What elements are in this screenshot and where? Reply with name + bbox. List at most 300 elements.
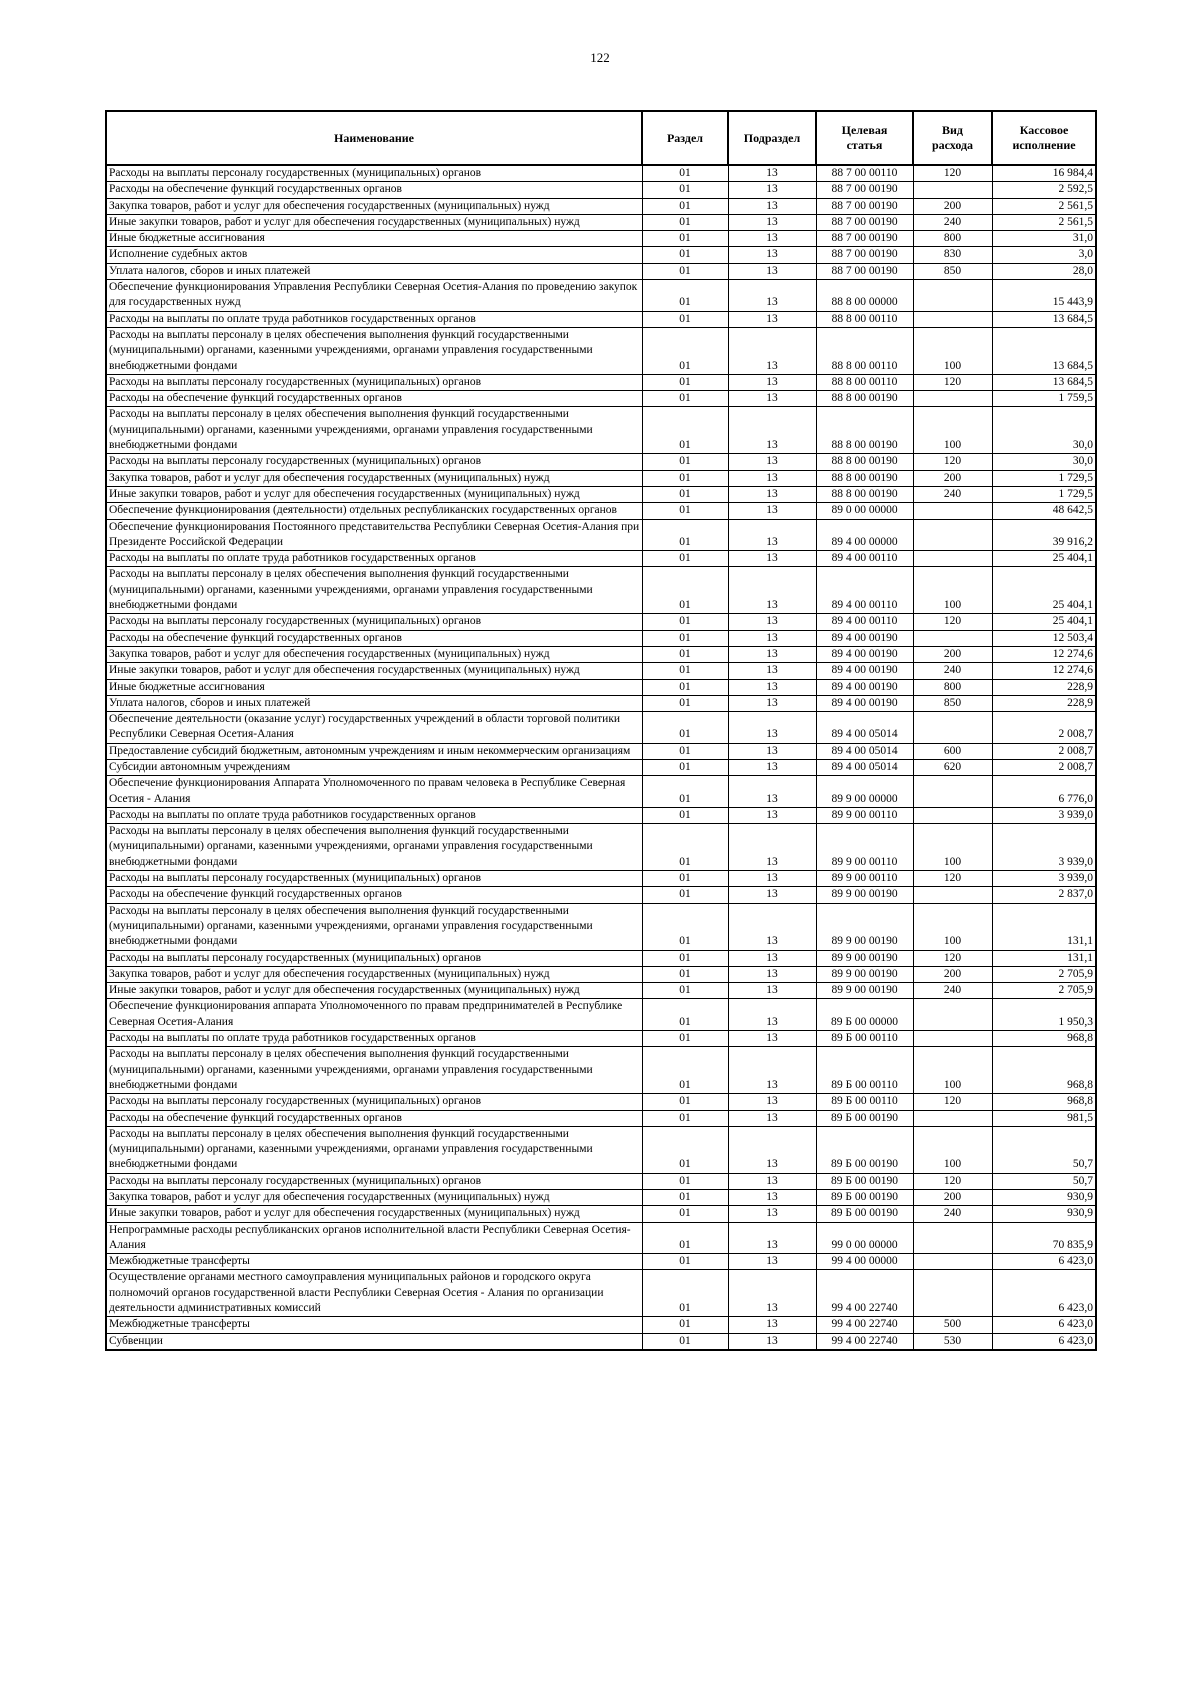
cell-section: 01 xyxy=(642,695,728,711)
cell-name: Закупка товаров, работ и услуг для обеспечения государственных (муниципальных) нужд xyxy=(106,966,642,982)
cell-subsection: 13 xyxy=(728,165,816,182)
table-row xyxy=(106,695,1096,711)
cell-amount: 1 950,3 xyxy=(992,999,1096,1031)
cell-amount: 131,1 xyxy=(992,903,1096,950)
cell-section: 01 xyxy=(642,519,728,551)
cell-name: Уплата налогов, сборов и иных платежей xyxy=(106,695,642,711)
cell-subsection: 13 xyxy=(728,712,816,744)
cell-type xyxy=(913,1254,992,1270)
cell-subsection: 13 xyxy=(728,1031,816,1047)
cell-amount: 6 776,0 xyxy=(992,776,1096,808)
cell-section: 01 xyxy=(642,679,728,695)
table-row xyxy=(106,679,1096,695)
table-row xyxy=(106,1094,1096,1110)
table-row xyxy=(106,1206,1096,1222)
table-row xyxy=(106,646,1096,662)
cell-target: 89 4 00 00190 xyxy=(816,630,913,646)
cell-type xyxy=(913,519,992,551)
cell-section: 01 xyxy=(642,311,728,327)
cell-type: 240 xyxy=(913,663,992,679)
cell-type: 240 xyxy=(913,214,992,230)
cell-subsection: 13 xyxy=(728,966,816,982)
cell-subsection: 13 xyxy=(728,214,816,230)
cell-type: 200 xyxy=(913,198,992,214)
cell-type xyxy=(913,776,992,808)
cell-name: Расходы на выплаты по оплате труда работников государственных органов xyxy=(106,311,642,327)
header-expense-type xyxy=(913,111,992,165)
table-row xyxy=(106,712,1096,744)
cell-name: Расходы на выплаты по оплате труда работников государственных органов xyxy=(106,807,642,823)
cell-subsection: 13 xyxy=(728,1254,816,1270)
cell-target: 88 8 00 00190 xyxy=(816,407,913,454)
cell-subsection: 13 xyxy=(728,486,816,502)
cell-name: Закупка товаров, работ и услуг для обеспечения государственных (муниципальных) нужд xyxy=(106,198,642,214)
cell-subsection: 13 xyxy=(728,1317,816,1333)
cell-subsection: 13 xyxy=(728,1190,816,1206)
cell-name: Расходы на обеспечение функций государственных органов xyxy=(106,630,642,646)
cell-subsection: 13 xyxy=(728,374,816,390)
cell-subsection: 13 xyxy=(728,695,816,711)
cell-subsection: 13 xyxy=(728,1270,816,1317)
cell-subsection: 13 xyxy=(728,807,816,823)
cell-amount: 48 642,5 xyxy=(992,503,1096,519)
table-row xyxy=(106,630,1096,646)
cell-target: 89 9 00 00190 xyxy=(816,950,913,966)
table-body xyxy=(106,165,1096,1350)
cell-amount: 1 759,5 xyxy=(992,391,1096,407)
cell-type: 600 xyxy=(913,743,992,759)
cell-type: 120 xyxy=(913,871,992,887)
cell-section: 01 xyxy=(642,454,728,470)
table-row xyxy=(106,391,1096,407)
cell-name: Иные бюджетные ассигнования xyxy=(106,679,642,695)
cell-target: 89 4 00 00190 xyxy=(816,679,913,695)
cell-target: 88 8 00 00190 xyxy=(816,454,913,470)
cell-subsection: 13 xyxy=(728,551,816,567)
cell-subsection: 13 xyxy=(728,470,816,486)
cell-subsection: 13 xyxy=(728,198,816,214)
table-row xyxy=(106,1126,1096,1173)
cell-subsection: 13 xyxy=(728,646,816,662)
cell-type: 240 xyxy=(913,1206,992,1222)
header-exec-line2: исполнение xyxy=(1012,138,1076,152)
table-row xyxy=(106,759,1096,775)
cell-target: 89 4 00 00190 xyxy=(816,646,913,662)
table-row xyxy=(106,182,1096,198)
cell-amount: 3,0 xyxy=(992,247,1096,263)
cell-section: 01 xyxy=(642,1206,728,1222)
header-section: Раздел xyxy=(642,111,728,165)
cell-section: 01 xyxy=(642,486,728,502)
cell-type xyxy=(913,391,992,407)
cell-amount: 30,0 xyxy=(992,454,1096,470)
cell-amount: 15 443,9 xyxy=(992,280,1096,312)
cell-target: 89 Б 00 00190 xyxy=(816,1110,913,1126)
table-row xyxy=(106,807,1096,823)
cell-section: 01 xyxy=(642,999,728,1031)
cell-section: 01 xyxy=(642,1254,728,1270)
cell-target: 88 8 00 00110 xyxy=(816,311,913,327)
cell-name: Обеспечение деятельности (оказание услуг) государственных учреждений в области торговой политики Республики Северная Осетия-Алания xyxy=(106,712,642,744)
cell-type: 240 xyxy=(913,486,992,502)
cell-amount: 2 705,9 xyxy=(992,966,1096,982)
cell-name: Расходы на выплаты персоналу государственных (муниципальных) органов xyxy=(106,454,642,470)
cell-name: Расходы на выплаты персоналу в целях обеспечения выполнения функций государственными (муниципальными) органами, казенными учреждениями, органами управления государственными внебюджетными фондами xyxy=(106,407,642,454)
cell-name: Расходы на выплаты персоналу государственных (муниципальных) органов xyxy=(106,1094,642,1110)
cell-name: Расходы на обеспечение функций государственных органов xyxy=(106,391,642,407)
cell-subsection: 13 xyxy=(728,614,816,630)
cell-subsection: 13 xyxy=(728,743,816,759)
cell-target: 89 4 00 00110 xyxy=(816,614,913,630)
cell-subsection: 13 xyxy=(728,1126,816,1173)
cell-subsection: 13 xyxy=(728,280,816,312)
cell-section: 01 xyxy=(642,1317,728,1333)
table-row xyxy=(106,887,1096,903)
table-row xyxy=(106,567,1096,614)
table-row xyxy=(106,486,1096,502)
cell-target: 88 8 00 00190 xyxy=(816,470,913,486)
cell-type xyxy=(913,630,992,646)
cell-name: Расходы на выплаты персоналу в целях обеспечения выполнения функций государственными (муниципальными) органами, казенными учреждениями, органами управления государственными внебюджетными фондами xyxy=(106,903,642,950)
cell-target: 89 4 00 00110 xyxy=(816,567,913,614)
cell-amount: 2 592,5 xyxy=(992,182,1096,198)
cell-subsection: 13 xyxy=(728,1222,816,1254)
cell-section: 01 xyxy=(642,247,728,263)
cell-section: 01 xyxy=(642,1270,728,1317)
cell-subsection: 13 xyxy=(728,503,816,519)
cell-amount: 6 423,0 xyxy=(992,1270,1096,1317)
cell-type xyxy=(913,1270,992,1317)
table-row xyxy=(106,1190,1096,1206)
cell-type xyxy=(913,807,992,823)
cell-target: 89 9 00 00190 xyxy=(816,887,913,903)
cell-subsection: 13 xyxy=(728,824,816,871)
cell-type: 500 xyxy=(913,1317,992,1333)
table-row xyxy=(106,1254,1096,1270)
cell-target: 89 Б 00 00190 xyxy=(816,1190,913,1206)
cell-section: 01 xyxy=(642,1126,728,1173)
cell-name: Расходы на обеспечение функций государственных органов xyxy=(106,887,642,903)
cell-name: Расходы на выплаты персоналу в целях обеспечения выполнения функций государственными (муниципальными) органами, казенными учреждениями, органами управления государственными внебюджетными фондами xyxy=(106,824,642,871)
header-target-line1: Целевая xyxy=(841,123,888,137)
cell-type xyxy=(913,182,992,198)
table-row xyxy=(106,1047,1096,1094)
cell-target: 88 7 00 00190 xyxy=(816,263,913,279)
cell-name: Расходы на обеспечение функций государственных органов xyxy=(106,182,642,198)
cell-target: 89 Б 00 00000 xyxy=(816,999,913,1031)
cell-section: 01 xyxy=(642,165,728,182)
cell-name: Иные бюджетные ассигнования xyxy=(106,231,642,247)
cell-name: Расходы на выплаты персоналу государственных (муниципальных) органов xyxy=(106,614,642,630)
cell-section: 01 xyxy=(642,407,728,454)
cell-name: Расходы на выплаты по оплате труда работников государственных органов xyxy=(106,551,642,567)
cell-type: 200 xyxy=(913,1190,992,1206)
cell-name: Расходы на выплаты персоналу государственных (муниципальных) органов xyxy=(106,1173,642,1189)
cell-amount: 30,0 xyxy=(992,407,1096,454)
cell-subsection: 13 xyxy=(728,950,816,966)
cell-target: 89 9 00 00190 xyxy=(816,903,913,950)
cell-target: 89 0 00 00000 xyxy=(816,503,913,519)
cell-amount: 25 404,1 xyxy=(992,551,1096,567)
cell-name: Расходы на выплаты персоналу в целях обеспечения выполнения функций государственными (муниципальными) органами, казенными учреждениями, органами управления государственными внебюджетными фондами xyxy=(106,567,642,614)
cell-type: 800 xyxy=(913,679,992,695)
table-row xyxy=(106,263,1096,279)
cell-amount: 930,9 xyxy=(992,1206,1096,1222)
cell-subsection: 13 xyxy=(728,903,816,950)
cell-amount: 50,7 xyxy=(992,1126,1096,1173)
cell-target: 89 Б 00 00190 xyxy=(816,1126,913,1173)
cell-subsection: 13 xyxy=(728,407,816,454)
cell-amount: 228,9 xyxy=(992,695,1096,711)
cell-amount: 50,7 xyxy=(992,1173,1096,1189)
table-row xyxy=(106,871,1096,887)
cell-section: 01 xyxy=(642,280,728,312)
cell-subsection: 13 xyxy=(728,663,816,679)
cell-type: 100 xyxy=(913,407,992,454)
cell-target: 88 7 00 00190 xyxy=(816,247,913,263)
cell-name: Непрограммные расходы республиканских органов исполнительной власти Республики Северная Осетия-Алания xyxy=(106,1222,642,1254)
cell-target: 89 4 00 05014 xyxy=(816,712,913,744)
table-row xyxy=(106,198,1096,214)
header-type-line1: Вид xyxy=(942,123,963,137)
table-header-row xyxy=(106,111,1096,165)
cell-type xyxy=(913,999,992,1031)
table-row xyxy=(106,999,1096,1031)
table-row xyxy=(106,165,1096,182)
cell-amount: 2 008,7 xyxy=(992,743,1096,759)
cell-section: 01 xyxy=(642,1110,728,1126)
cell-amount: 16 984,4 xyxy=(992,165,1096,182)
cell-subsection: 13 xyxy=(728,247,816,263)
table-row xyxy=(106,551,1096,567)
cell-name: Межбюджетные трансферты xyxy=(106,1254,642,1270)
cell-amount: 12 274,6 xyxy=(992,663,1096,679)
table-row xyxy=(106,743,1096,759)
table-row xyxy=(106,663,1096,679)
cell-target: 99 4 00 00000 xyxy=(816,1254,913,1270)
cell-amount: 3 939,0 xyxy=(992,824,1096,871)
cell-subsection: 13 xyxy=(728,454,816,470)
cell-subsection: 13 xyxy=(728,679,816,695)
cell-section: 01 xyxy=(642,391,728,407)
cell-type: 120 xyxy=(913,454,992,470)
cell-section: 01 xyxy=(642,551,728,567)
cell-amount: 2 837,0 xyxy=(992,887,1096,903)
cell-section: 01 xyxy=(642,759,728,775)
cell-section: 01 xyxy=(642,614,728,630)
cell-target: 88 8 00 00190 xyxy=(816,391,913,407)
cell-amount: 31,0 xyxy=(992,231,1096,247)
cell-name: Исполнение судебных актов xyxy=(106,247,642,263)
cell-target: 99 4 00 22740 xyxy=(816,1333,913,1350)
cell-amount: 968,8 xyxy=(992,1094,1096,1110)
cell-section: 01 xyxy=(642,263,728,279)
cell-subsection: 13 xyxy=(728,327,816,374)
cell-section: 01 xyxy=(642,983,728,999)
cell-section: 01 xyxy=(642,871,728,887)
cell-type: 200 xyxy=(913,646,992,662)
cell-type: 120 xyxy=(913,950,992,966)
cell-target: 89 4 00 00190 xyxy=(816,663,913,679)
table-row xyxy=(106,280,1096,312)
cell-target: 88 8 00 00000 xyxy=(816,280,913,312)
cell-target: 99 4 00 22740 xyxy=(816,1317,913,1333)
cell-name: Иные закупки товаров, работ и услуг для обеспечения государственных (муниципальных) нужд xyxy=(106,983,642,999)
cell-subsection: 13 xyxy=(728,759,816,775)
cell-name: Расходы на выплаты персоналу государственных (муниципальных) органов xyxy=(106,871,642,887)
cell-section: 01 xyxy=(642,1222,728,1254)
cell-target: 89 4 00 05014 xyxy=(816,743,913,759)
cell-name: Иные закупки товаров, работ и услуг для обеспечения государственных (муниципальных) нужд xyxy=(106,1206,642,1222)
cell-name: Расходы на выплаты по оплате труда работников государственных органов xyxy=(106,1031,642,1047)
cell-type xyxy=(913,1110,992,1126)
cell-name: Уплата налогов, сборов и иных платежей xyxy=(106,263,642,279)
cell-section: 01 xyxy=(642,1031,728,1047)
cell-type: 100 xyxy=(913,824,992,871)
cell-name: Субсидии автономным учреждениям xyxy=(106,759,642,775)
cell-amount: 12 274,6 xyxy=(992,646,1096,662)
cell-amount: 28,0 xyxy=(992,263,1096,279)
cell-type xyxy=(913,280,992,312)
cell-section: 01 xyxy=(642,646,728,662)
cell-type: 830 xyxy=(913,247,992,263)
cell-section: 01 xyxy=(642,1047,728,1094)
cell-type xyxy=(913,503,992,519)
cell-subsection: 13 xyxy=(728,871,816,887)
cell-name: Обеспечение функционирования Управления Республики Северная Осетия-Алания по проведению закупок для государственных нужд xyxy=(106,280,642,312)
table-row xyxy=(106,311,1096,327)
cell-section: 01 xyxy=(642,663,728,679)
cell-amount: 968,8 xyxy=(992,1047,1096,1094)
cell-type xyxy=(913,1031,992,1047)
budget-table xyxy=(105,110,1097,1351)
cell-type: 240 xyxy=(913,983,992,999)
cell-target: 88 8 00 00190 xyxy=(816,486,913,502)
cell-amount: 6 423,0 xyxy=(992,1317,1096,1333)
cell-amount: 25 404,1 xyxy=(992,614,1096,630)
cell-section: 01 xyxy=(642,1333,728,1350)
cell-section: 01 xyxy=(642,327,728,374)
cell-section: 01 xyxy=(642,374,728,390)
cell-subsection: 13 xyxy=(728,1047,816,1094)
cell-type: 620 xyxy=(913,759,992,775)
table-row xyxy=(106,1110,1096,1126)
cell-target: 89 9 00 00110 xyxy=(816,871,913,887)
cell-target: 89 9 00 00190 xyxy=(816,983,913,999)
cell-type xyxy=(913,311,992,327)
cell-target: 88 7 00 00190 xyxy=(816,198,913,214)
cell-subsection: 13 xyxy=(728,776,816,808)
cell-type: 100 xyxy=(913,327,992,374)
cell-type xyxy=(913,712,992,744)
cell-target: 89 9 00 00110 xyxy=(816,807,913,823)
table-row xyxy=(106,503,1096,519)
cell-name: Обеспечение функционирования аппарата Уполномоченного по правам предпринимателей в Республике Северная Осетия-Алания xyxy=(106,999,642,1031)
cell-target: 89 9 00 00110 xyxy=(816,824,913,871)
cell-amount: 2 561,5 xyxy=(992,198,1096,214)
cell-type: 100 xyxy=(913,1047,992,1094)
cell-amount: 981,5 xyxy=(992,1110,1096,1126)
cell-type: 530 xyxy=(913,1333,992,1350)
cell-target: 99 4 00 22740 xyxy=(816,1270,913,1317)
cell-section: 01 xyxy=(642,966,728,982)
cell-type: 800 xyxy=(913,231,992,247)
cell-section: 01 xyxy=(642,182,728,198)
header-target-line2: статья xyxy=(846,138,883,152)
cell-target: 89 Б 00 00190 xyxy=(816,1206,913,1222)
cell-target: 99 0 00 00000 xyxy=(816,1222,913,1254)
table-row xyxy=(106,247,1096,263)
cell-amount: 1 729,5 xyxy=(992,470,1096,486)
cell-target: 88 7 00 00110 xyxy=(816,165,913,182)
table-row xyxy=(106,1317,1096,1333)
cell-name: Расходы на выплаты персоналу в целях обеспечения выполнения функций государственными (муниципальными) органами, казенными учреждениями, органами управления государственными внебюджетными фондами xyxy=(106,1047,642,1094)
cell-name: Расходы на выплаты персоналу в целях обеспечения выполнения функций государственными (муниципальными) органами, казенными учреждениями, органами управления государственными внебюджетными фондами xyxy=(106,327,642,374)
cell-section: 01 xyxy=(642,887,728,903)
cell-type: 100 xyxy=(913,567,992,614)
table-row xyxy=(106,374,1096,390)
cell-section: 01 xyxy=(642,824,728,871)
cell-target: 89 4 00 00190 xyxy=(816,695,913,711)
cell-subsection: 13 xyxy=(728,519,816,551)
cell-subsection: 13 xyxy=(728,1110,816,1126)
cell-name: Обеспечение функционирования Аппарата Уполномоченного по правам человека в Республике Северная Осетия - Алания xyxy=(106,776,642,808)
cell-section: 01 xyxy=(642,503,728,519)
cell-amount: 131,1 xyxy=(992,950,1096,966)
cell-section: 01 xyxy=(642,630,728,646)
cell-type: 120 xyxy=(913,165,992,182)
cell-type: 850 xyxy=(913,695,992,711)
cell-type: 120 xyxy=(913,374,992,390)
cell-type xyxy=(913,887,992,903)
cell-subsection: 13 xyxy=(728,231,816,247)
header-cash-execution xyxy=(992,111,1096,165)
cell-name: Закупка товаров, работ и услуг для обеспечения государственных (муниципальных) нужд xyxy=(106,646,642,662)
table-row xyxy=(106,1031,1096,1047)
cell-name: Обеспечение функционирования (деятельности) отдельных республиканских государственных органов xyxy=(106,503,642,519)
cell-section: 01 xyxy=(642,1094,728,1110)
table-row xyxy=(106,1173,1096,1189)
cell-name: Обеспечение функционирования Постоянного представительства Республики Северная Осетия-Алания при Президенте Российской Федерации xyxy=(106,519,642,551)
header-target-article xyxy=(816,111,913,165)
cell-target: 88 8 00 00110 xyxy=(816,327,913,374)
cell-subsection: 13 xyxy=(728,391,816,407)
cell-name: Субвенции xyxy=(106,1333,642,1350)
cell-subsection: 13 xyxy=(728,182,816,198)
cell-target: 89 Б 00 00110 xyxy=(816,1031,913,1047)
cell-name: Расходы на выплаты персоналу государственных (муниципальных) органов xyxy=(106,950,642,966)
cell-amount: 6 423,0 xyxy=(992,1254,1096,1270)
cell-section: 01 xyxy=(642,1173,728,1189)
cell-amount: 70 835,9 xyxy=(992,1222,1096,1254)
cell-type xyxy=(913,1222,992,1254)
cell-name: Иные закупки товаров, работ и услуг для обеспечения государственных (муниципальных) нужд xyxy=(106,214,642,230)
cell-type: 120 xyxy=(913,1173,992,1189)
table-row xyxy=(106,1270,1096,1317)
table-row xyxy=(106,214,1096,230)
cell-section: 01 xyxy=(642,776,728,808)
cell-name: Закупка товаров, работ и услуг для обеспечения государственных (муниципальных) нужд xyxy=(106,1190,642,1206)
cell-name: Осуществление органами местного самоуправления муниципальных районов и городского округа полномочий органов государственной власти Республики Северная Осетия - Алания по организации деятельности административных комиссий xyxy=(106,1270,642,1317)
cell-amount: 3 939,0 xyxy=(992,807,1096,823)
cell-amount: 13 684,5 xyxy=(992,374,1096,390)
cell-subsection: 13 xyxy=(728,630,816,646)
table-row xyxy=(106,966,1096,982)
cell-target: 89 9 00 00190 xyxy=(816,966,913,982)
table-row xyxy=(106,407,1096,454)
cell-section: 01 xyxy=(642,198,728,214)
cell-target: 88 7 00 00190 xyxy=(816,231,913,247)
